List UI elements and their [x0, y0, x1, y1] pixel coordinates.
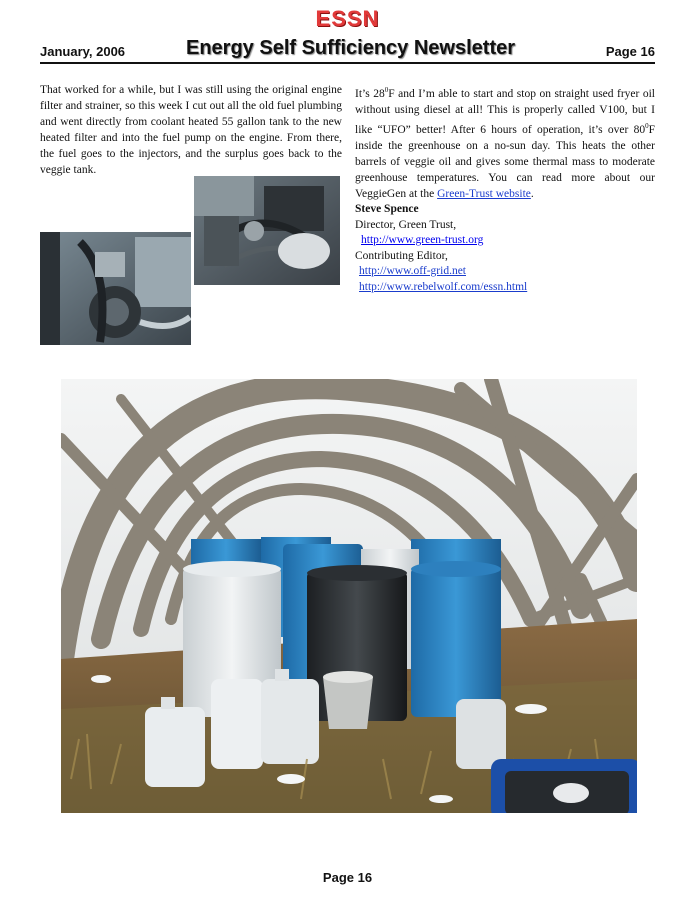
author-role-1: Director, Green Trust,	[355, 218, 457, 231]
issue-date: January, 2006	[40, 44, 126, 59]
right-text-1: It’s 28	[355, 87, 385, 100]
page-number-footer: Page 16	[322, 870, 373, 885]
newsletter-title: Energy Self Sufficiency Newsletter	[186, 37, 516, 59]
right-text-2: F and I’m able to start and stop on straight used fryer oil without using diesel at all! This is properly called V100, but I like “UFO” better! After 6 hours of operation, it’s over 80	[355, 87, 655, 136]
right-column	[355, 82, 655, 202]
author-name: Steve Spence	[355, 203, 419, 215]
left-paragraph: That worked for a while, but I was still using the original engine filter and strainer, so this week I cut out all the old fuel plumbing and went directly from coolant heated 55 gallon tank to the new heated filter and into the fuel pump on the engine. From there, the fuel goes to the injectors, and the surplus goes back to the veggie tank.	[40, 84, 342, 176]
author-role-2: Contributing Editor,	[355, 249, 448, 262]
degree-sup-2: 0	[645, 121, 649, 130]
essn-logo: ESSN	[315, 6, 380, 31]
engine-photo-upper	[194, 176, 340, 285]
right-text-3: F inside the greenhouse on a no-sun day. This heats the other barrels of veggie oil and gives some thermal mass to moderate greenhouse temperatures. You can read more about our VeggieGen at the	[355, 123, 655, 200]
degree-sup-1: 0	[384, 86, 389, 94]
rebelwolf-url[interactable]: http://www.rebelwolf.com/essn.html	[359, 280, 528, 293]
green-trust-link[interactable]: Green-Trust website	[437, 187, 531, 200]
page-number-header: Page 16	[605, 44, 655, 59]
greenhouse-barrels-photo	[61, 379, 637, 813]
engine-photo-lower	[40, 232, 191, 345]
period: .	[530, 187, 534, 200]
header-rule	[40, 62, 655, 64]
signature-block	[355, 202, 655, 295]
left-column	[40, 82, 342, 178]
off-grid-url[interactable]: http://www.off-grid.net	[359, 265, 466, 277]
green-trust-url[interactable]: http://www.green-trust.org	[361, 234, 484, 246]
